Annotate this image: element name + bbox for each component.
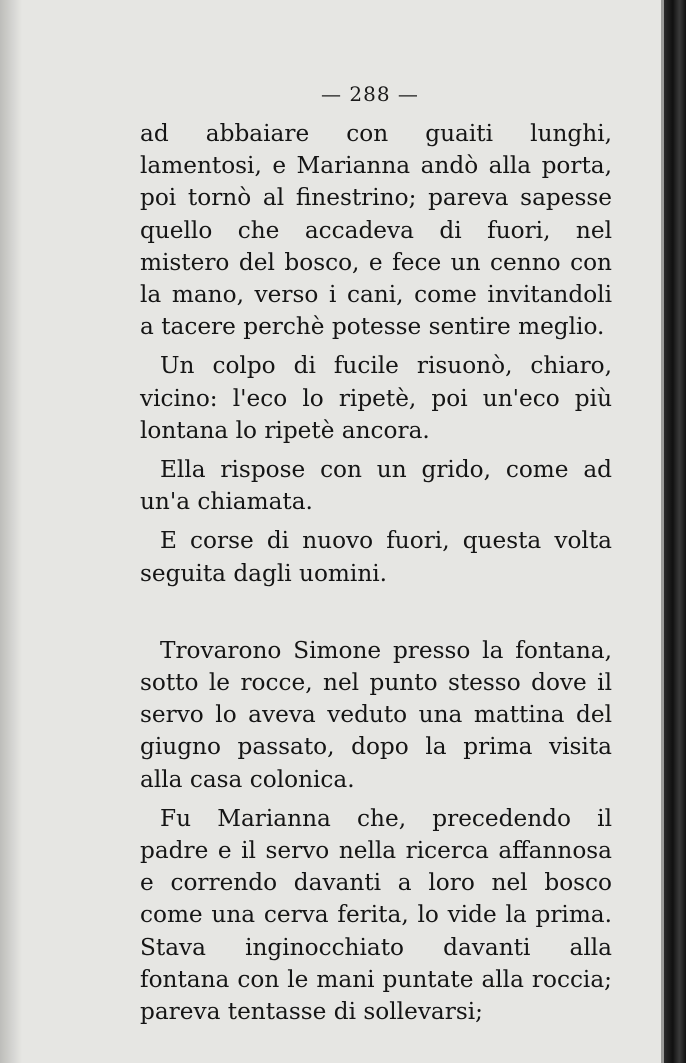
paragraph: Ella rispose con un grido, come ad un'a chiamata. (140, 456, 612, 516)
paragraph: ad abbaiare con guaiti lunghi, lamentosi, e Marianna andò alla porta, poi tornò al finestrino; pareva sapesse quello che accadeva di fuori, nel mistero del bosco, e fece un cenno con la mano, verso i cani, come invitandoli a tacere perchè potesse sentire meglio. (140, 120, 612, 341)
paragraph: Un colpo di fucile risuonò, chiaro, vicino: l'eco lo ripetè, poi un'eco più lontana lo ripetè ancora. (140, 352, 612, 444)
page-gutter-shadow (0, 0, 22, 1063)
body-text (140, 118, 612, 1035)
page-number: — 288 — (321, 82, 419, 106)
paragraph: E corse di nuovo fuori, questa volta seguita dagli uomini. (140, 527, 612, 587)
section-break (140, 597, 612, 635)
paragraph: Trovarono Simone presso la fontana, sotto le rocce, nel punto stesso dove il servo lo aveva veduto una mattina del giugno passato, dopo la prima visita alla casa colonica. (140, 636, 612, 793)
book-spine-edge (664, 0, 686, 1063)
paragraph: Fu Marianna che, precedendo il padre e il servo nella ricerca affannosa e correndo davanti a loro nel bosco come una cerva ferita, lo vide la prima. Stava inginocchiato davanti alla fontana con le mani puntate alla roccia; pareva tentasse di sollevarsi; (140, 804, 612, 1026)
